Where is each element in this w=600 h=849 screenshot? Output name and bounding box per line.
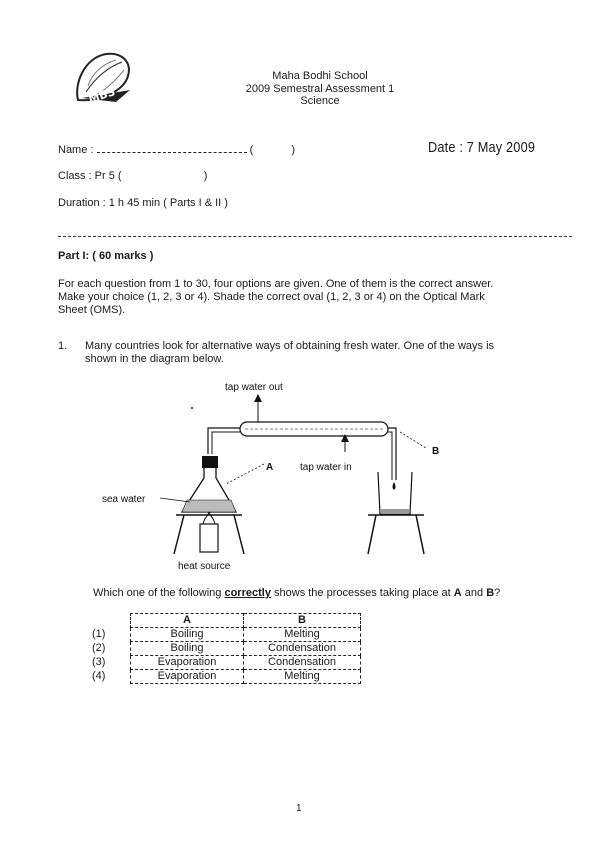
option-b-cell: Melting (244, 670, 361, 684)
section-divider (58, 236, 572, 237)
prompt-end: ? (494, 587, 501, 599)
option-number: (4) (92, 670, 106, 682)
beaker (378, 472, 412, 514)
header-b: B (244, 614, 361, 628)
burner (200, 524, 218, 552)
logo-letters: MBS (86, 85, 117, 106)
label-b: B (432, 446, 440, 457)
stand-leg-left (368, 515, 376, 554)
label-heat-source: heat source (178, 561, 231, 572)
flask-stopper (202, 456, 218, 468)
option-row[interactable] (92, 656, 361, 670)
tripod-leg-right (234, 515, 244, 554)
option-b-cell: Melting (244, 628, 361, 642)
school-logo (72, 50, 136, 106)
option-row[interactable] (92, 642, 361, 656)
stand-leg-right (416, 515, 424, 554)
instructions (58, 278, 572, 317)
name-row (58, 142, 295, 156)
subject-title: Science (300, 95, 340, 107)
tap-out-arrowhead (254, 394, 262, 402)
prompt-emphasis: correctly (224, 587, 271, 599)
option-a-cell: Boiling (131, 642, 244, 656)
header-a: A (131, 614, 244, 628)
prompt-b: B (486, 587, 495, 599)
label-sea-water: sea water (102, 494, 146, 505)
option-number: (2) (92, 642, 106, 654)
option-number: (1) (92, 628, 106, 640)
option-a-cell: Evaporation (131, 656, 244, 670)
option-b-cell: Condensation (244, 642, 361, 656)
flame (203, 512, 215, 524)
assessment-title: 2009 Semestral Assessment 1 (245, 82, 395, 95)
date-row (428, 139, 535, 156)
option-number: (3) (92, 656, 106, 668)
label-a: A (266, 462, 274, 473)
tap-in-arrowhead (341, 434, 349, 442)
class-paren-close: ) (203, 170, 208, 182)
class-label: Class : Pr 5 ( (58, 170, 122, 182)
question-1-text (85, 340, 575, 366)
option-row[interactable] (92, 670, 361, 684)
duration-text: Duration : 1 h 45 min ( Parts I & II ) (58, 197, 228, 209)
prompt-a: A (453, 587, 462, 599)
instructions-line-1: For each question from 1 to 30, four options are given. One of them is the correct answer. (58, 278, 494, 290)
pointer-a (226, 464, 264, 484)
instructions-line-3: Sheet (OMS). (58, 304, 126, 316)
tripod-leg-left (174, 515, 184, 554)
question-1-line-2: shown in the diagram below. (85, 353, 224, 365)
part-heading: Part I: ( 60 marks ) (58, 250, 154, 262)
option-a-cell: Evaporation (131, 670, 244, 684)
sea-water-fill (182, 500, 236, 512)
water-droplet (393, 482, 396, 490)
label-tap-water-out: tap water out (225, 382, 283, 393)
pointer-sea-water (160, 498, 190, 502)
page-number: 1 (296, 803, 302, 814)
options-header-row (92, 614, 361, 628)
question-1-prompt (93, 587, 500, 600)
stray-mark (191, 407, 193, 409)
school-name: Maha Bodhi School (272, 70, 368, 82)
option-a-cell: Boiling (131, 628, 244, 642)
label-tap-water-in: tap water in (300, 462, 352, 473)
prompt-and: and (461, 587, 487, 599)
question-1-line-1: Many countries look for alternative ways of obtaining fresh water. One of the ways is (85, 340, 495, 352)
name-paren-close: ) (291, 144, 296, 156)
option-row[interactable] (92, 628, 361, 642)
name-label: Name : (58, 144, 94, 156)
class-row (58, 170, 207, 182)
question-1-number: 1. (58, 340, 68, 352)
date-value: : 7 May 2009 (459, 139, 536, 156)
options-table (92, 613, 361, 684)
header-block (200, 70, 440, 108)
instructions-line-2: Make your choice (1, 2, 3 or 4). Shade the correct oval (1, 2, 3 or 4) on the Optical Mark (58, 291, 485, 303)
beaker-water (381, 509, 409, 514)
prompt-middle: shows the processes taking place at (270, 587, 454, 599)
name-paren-open: ( (249, 144, 254, 156)
name-field[interactable] (97, 142, 247, 153)
pointer-b (400, 432, 426, 448)
prompt-start: Which one of the following (93, 587, 225, 599)
date-label: Date (428, 139, 456, 156)
option-b-cell: Condensation (244, 656, 361, 670)
distillation-diagram (90, 372, 490, 578)
